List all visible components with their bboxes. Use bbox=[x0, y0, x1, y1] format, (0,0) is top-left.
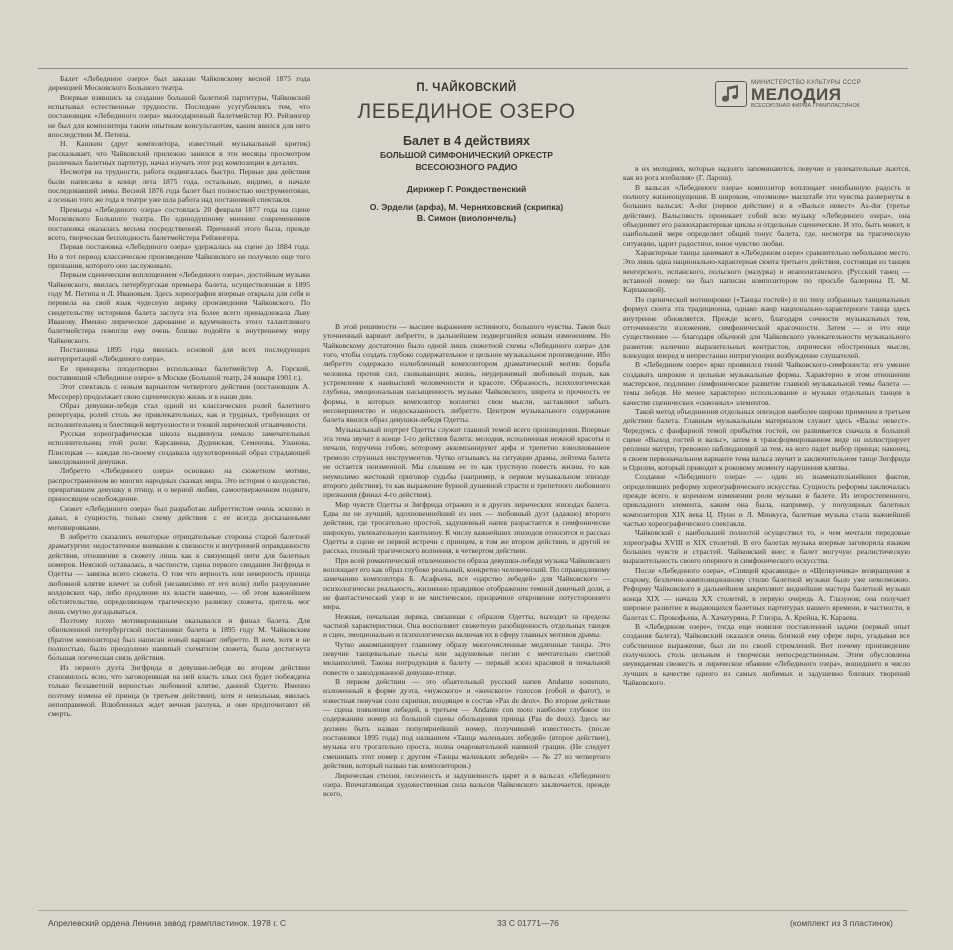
orchestra-line-2: ВСЕСОЮЗНОГО РАДИО bbox=[415, 162, 518, 172]
paragraph: В вальсах «Лебединого озера» композитор воплощает неизбывную радость и полноту жизнеощущения. В широком, «поэмном» масштабе эти чувства развернуты в больших вальсах: A-dur (первое действие) и в «Вальсе невест» As-dur (третье действие). Вальсовость проникает собой всю музыку «Лебединого озера», она объединяет его разнохарактерные циклы и отдельные сценические. И это, быть может, в наибольшей мере определяет общий тонус балета, где, несмотря на трагическую ситуацию, царит радостное, юное чувство любви. bbox=[623, 182, 910, 248]
paragraph: Такой метод объединения отдельных эпизодов наиболее широко применен в третьем действии балета. Главным музыкальным материалом служит здесь «Вальс невест». Чередуясь с фанфарной темой прибытия гостей, он развивается сначала в большой сцене «Выход гостей и вальс», затем в трансформированном виде он иллюстрирует реплики матери, тревожно наблюдающей за тем, на кого падет выбор принца; наконец, в своем первоначальном варианте тема вальса звучит в заключительном танце Зигфрида и Одилии, который приводит к роковому моменту нарушения клятвы. bbox=[623, 406, 910, 472]
paragraph: После «Лебединого озера», «Спящей красавицы» и «Щелкунчика» возвращение к старому, безличио-композиционному стилю балетной музыки было уже невозможно. Реформу Чайковского в дальнейшем закрепляют виднейшие мастера балетной музыки конца XIX — начала XX столетий, в первую очередь А. Глазунов; она получает широкое развитие в выдающихся балетных партитурах нашего времени, в частности, в балетах С. Прокофьева, А. Хачатуряна, Р. Глиэра, А. Крейна, К. Караева. bbox=[623, 565, 910, 622]
text-column-right bbox=[623, 164, 910, 876]
work-subtitle: Балет в 4 действиях bbox=[403, 134, 530, 148]
paragraph: Мир чувств Одетты и Зигфрида отражен и в других лирических эпизодах балета. Едва ли не лучший, вдохновеннейший из них — любовный дуэт (адажио) второго действия, где трогательно простой, задушевный напев разрастается в симфонически широкую, увлекательную кантилену. К числу важнейших эпизодов относится и рассказ Одетты в сцене ее первой встречи с принцем, в том же втором действии, и другой ее рассказ, полный трагического волнения, в четвертом действии. bbox=[323, 499, 610, 556]
paragraph: Нежная, печальная лирика, связанная с образом Одетты, выходит за пределы частной характеристики. Она восполняет сюжетную разобщенность отдельных танцев и сцен, эмоционально и психологически включая их в сферу главных мотивов драмы. bbox=[323, 611, 610, 640]
paragraph: Ее принципы плодотворно использовал балетмейстер А. Горский, поставивший «Лебединое озеро» в Москве (Большой театр, 24 января 1901 г.). bbox=[48, 363, 310, 382]
paragraph: В первом действии — это обаятельный русский напев Andante sostenuto, изложенный в форме дуэта, «мужского» и «женского» голосов (гобой и фагот), и известная певучая соло скрипки, входящее в состав «Pas de deux». Во втором действии — сцена появления лебедей, в третьем — Andante con moto наиболее глубокое по содержанию номер из большой сцены обольщения принца (Pas de deux). Здесь же должен быть назван популярнейший номер, получивший известность (после постановки 1895 года) под названием «Танца маленьких лебедей» (второе действие), музыка его трогательно проста, полна очаровательной наивной грации. (Не следует смешивать этот номер с другим «Танцы маленьких лебедей» — № 27 из четвертого действия, который назван так композитором.) bbox=[323, 677, 610, 771]
paragraph: Н. Кашкин (друг композитора, известный музыкальный критик) рассказывает, что Чайковский прилежно занялся в эти месяцы просмотром различных балетных партитур, начал изучать этот род композиции в деталях. bbox=[48, 139, 310, 168]
paragraph: Лирическая стихия, песенность и задушевность царят и в вальсах «Лебединого озера. Впечатляющая художественная сила вальсов Чайковского заключается, прежде всего, bbox=[323, 770, 610, 799]
paragraph: Поэтому плохо мотивированным оказывался и финал балета. Для обновленной петербургской постановки балета в 1895 году М. Чайковским (братом композитора) был написан новый вариант либретто. В нем, хотя и не полностью, было преодолено наивный схематизм сюжета, была достигнута бо́льшая логическая связь действия. bbox=[48, 615, 310, 663]
conductor-line bbox=[323, 184, 610, 194]
header-block bbox=[323, 74, 610, 224]
paragraph: В «Лебедином озере» ярко проявился гений Чайковского-симфониста: его умение создавать широкие и цельные музыкальные формы. Характерно в этом отношении мастерское, подлинно симфоническое развитие главной музыкальной темы балета — темы лебедя. Не менее характерно использование и музыки отдельных танцев в качестве сценических «сквозных» элементов. bbox=[623, 360, 910, 407]
footer-divider bbox=[38, 910, 908, 911]
soloists-line-2: В. Симон (виолончель) bbox=[416, 213, 517, 223]
paragraph: Либретто «Лебединого озера» основано на сюжетном мотиве, распространенном во многих народных сказках мира. Это история о колдовстве, превратившем девушку в птицу, и о верной любви, самоотверженном подвиге, приносящем освобождение. bbox=[48, 466, 310, 504]
paragraph: Первая постановка «Лебединого озера» удержалась на сцене до 1884 года. Но в тот период классическое произведение Чайковского не получило еще того признания, которого оно заслуживало. bbox=[48, 242, 310, 270]
text-column-left bbox=[48, 74, 310, 876]
logo-firm: ВСЕСОЮЗНАЯ ФИРМА ГРАМПЛАСТИНОК bbox=[751, 103, 860, 109]
paragraph: Премьера «Лебединого озера» состоялась 20 февраля 1877 года на сцене Московского Большого театра. По единодушному мнению современников постановка оказалась весьма посредственной. Причиной этого была, прежде всего, творческая бесплодность балетмейстера Рейзингера. bbox=[48, 204, 310, 242]
logo-ministry: МИНИСТЕРСТВО КУЛЬТУРЫ СССР bbox=[751, 79, 861, 86]
paragraph: Постановка 1895 года явилась основой для всех последующих интерпретаций «Лебединого озера». bbox=[48, 344, 310, 364]
paragraph: Сюжет «Лебединого озера» был разработан либреттистом очень эскизно и давал, в сущности, только схему действия с ее всегда досказанными мотивировками. bbox=[48, 503, 310, 532]
footer-manufacturer: Апрелевский ордена Ленина завод грампластинок. 1978 г. С bbox=[48, 918, 287, 928]
paragraph: В либретто сказались некоторые отрицательные стороны старой балетной драматургии: недостаточное внимание к связности и внутренней оправданности действия, отношение к сюжету лишь как к связующей нити для балетных номеров. Неясной оставалась, в частности, сцена первого свидания Зигфрида и Одетты — завязка всего сюжета. О том что верность или неверность принца любовной клятве влечет за собой (независимо от его воли) либо разрушение колдовских чар, либо продление их власти навечно, — об этом важнейшем обстоятельстве, определяющем трагическую развязку сюжета, зритель мог лишь смутно догадываться. bbox=[48, 531, 310, 616]
paragraph: Этот спектакль с новым вариантом четвертого действия (постановщик А. Мессерер) продолжает свою сценическую жизнь и в наши дни. bbox=[48, 382, 310, 401]
paragraph: Впервые взявшись за создание большой балетной партитуры, Чайковский испытывал естественные трудности. Последние усугублялись тем, что постановщик «Лебединого озера» малоодаренный балетмейстер Ю. Рейзингер не был для композитора таким опытным консультантом, каким явился для него впоследствии М. Петипа. bbox=[48, 92, 310, 140]
paragraph: Первым сценическим воплощением «Лебединого озера», достойным музыки Чайковского, явилась петербургская премьера балета, осуществленная в 1895 году М. Петипа и Л. Ивановым. Здесь хореография впервые открыла для себя и перевела на свой язык чудесную лирику произведения Чайковского. По свидетельству историков балета заслуга эта более всего принадлежала Льву Иванову. Именно лирическое дарование и вдумчивость этого талантливого балетмейстера помогли ему очень близко подойти к внутреннему миру Чайковского. bbox=[48, 270, 310, 345]
work-title: ЛЕБЕДИНОЕ ОЗЕРО bbox=[357, 100, 576, 123]
paragraph: Образ девушки-лебедя стал одной из классических ролей балетного репертуара, ролей столь же привлекательных, как и трудных, требующих от исполнительниц и блестящей виртуозности и тонкой лирической отзывчивости. bbox=[48, 401, 310, 429]
paragraph: Характерные танцы занимают в «Лебедином озере» сравнительно небольшое место. Это лишь одна национально-характерная сюита третьего действия, состоящая из танцев венгерского, испанского, польского (мазурка) и неаполитанского. (Русский танец — вставной номер: он был написан композитором по просьбе балерины П. М. Карпаковой). bbox=[623, 248, 910, 295]
paragraph: По сценической мотивировке («Танцы гостей») и по типу избранных танцевальных формул сюита эта традиционна, однако жанр национально-характерного танца здесь внутренне обновляется. Прежде всего, благодаря сочности музыкальных тем, отточенности изложения, симфонической красочности. Затем — и это еще существеннее — благодаря обычной для Чайковского увлекательности музыкального развития: наличию выразительных контрастов, лирически обостренных мысли, влекущих вперед и непрестанно интригующих возбуждение слушателей. bbox=[623, 294, 910, 360]
paragraph: Чутко аккомпанирует главному образу многочисленные медленные танцы. Это певучие танцевальные пьесы или задушевные песни с мечтательно светлой меланхолией. Такова интродукция к балету — первый эскиз красивой и печальной повести о заколдованной девушке-птице. bbox=[323, 639, 610, 677]
soloists-line-1: О. Эрдели (арфа), М. Черняховский (скрипка) bbox=[369, 202, 564, 212]
footer-catalog-number: 33 С 01771—76 bbox=[497, 918, 559, 928]
paragraph: Чайковский с наибольшей полнотой осуществил то, о чем мечтали передовые хореографы XVIII и XIX столетий. В его балетах музыка впервые заговорила языком больших чувств и страстей. Чайковский внес в балет могучую реалистическую выразительность своего оперного и симфонического искусства. bbox=[623, 528, 910, 566]
footer-set-note: (комплект из 3 пластинок) bbox=[790, 918, 893, 928]
composer-name: П. ЧАЙКОВСКИЙ bbox=[416, 82, 517, 94]
paragraph: в их мелодиях, которые надолго запоминаются, певучие и увлекательные льются, как из рога изобилия» (Г. Ларош). bbox=[623, 164, 910, 183]
conductor-label: Дирижер bbox=[406, 184, 445, 194]
paragraph: Создание «Лебединого озера» — один из знаменательнейших фактов, определивших реформу хореографического искусства. Сущность реформы заключалась прежде всего, в коренном изменении роли музыки в балете. Из второстепенного, прикладного элемента, каким она была, например, у популярных балетных композиторов XIX века Ц. Пуни и Л. Минкуса, балетная музыка стала важнейшей частью хореографического спектакля. bbox=[623, 472, 910, 529]
paragraph: В этой решимости — высшее выражение истинного, большого чувства. Таков был уточненный вариант либретто, в дальнейшем подвергшийся новым изменениям. Но Чайковскому достаточно было одной лишь сюжетной схемы «Лебединого озера» для того, чтобы создать глубоко содержательное и цельное музыкальное произведение. Ибо либретто содержало излюбленный композитором драматический мотив: борьба человека против сил, сковывающих жизнь, неудержимый любовный порыв, как устремление к наивысшей человечности и красоте. Образность, психологическая глубина, эмоциональная насыщенность музыки Чайковского, широта и прочность ее формы, в которых композитор воплотил свои мысли, заставляют забыть несовершенство и недосказанность либретто. Центром музыкального содержания балета явился образ девушки-лебедя Одетты. bbox=[323, 322, 610, 425]
paragraph: При всей романтической отвлеченности образа девушки-лебедя музыка Чайковского воплощает его как образ глубоко реальный, конкретно человеческий. По справедливому замечанию композитора Б. Асафьева, все «царство лебедей» для Чайковского — психологически реальность, жизненно правдивое отображение темной девичьей доли, а не фантастический узор и не мистическое, призрачное откровение потустороннего мира. bbox=[323, 555, 610, 612]
paragraph: Балет «Лебединое озеро» был заказан Чайковскому весной 1875 года дирекцией Московского Большого театра. bbox=[48, 74, 310, 93]
text-column-middle bbox=[323, 322, 610, 878]
paragraph: Из первого дуэта Зигфрида и девушки-лебедя во втором действии становилось ясно, что заговорившая на ней власть злых сил будет побеждена только беззаветной верностью любовной клятве, данной Одетте. Именно поэтому измена её принца (в третьем действии), хотя и невольная, явилась непоправимой. Влюбленных ждет вечная разлука, и они предпочитают ей смерть. bbox=[48, 662, 310, 719]
paragraph: Несмотря на трудности, работа подвигалась быстро. Первые два действия были написаны в конце лета 1875 года, остальные, видимо, в начале последовавшей зимы. Весной 1876 года балет был полностью инструментован, а осенью того же года в театре уже шла работа над постановкой спектакля. bbox=[48, 167, 310, 205]
melodiya-logo bbox=[715, 79, 885, 109]
conductor-name: Г. Рождественский bbox=[447, 184, 527, 194]
paragraph: В «Лебедином озере», тогда еще новизне поставленной задачи (первый опыт создания балета), Чайковский оказался очень близкой ему сфере лиро, угадывая все собственное выражение, был ли по своей стремлений. Вот почему произведение получилось столь цельным и творчески непосредственным. Этим обусловлена неувядаемая свежесть и лирическое обаяние «Лебединого озера», вошедшего в число лучших в качестве одного из самых любимых и задушевно близких творений Чайковского. bbox=[623, 621, 910, 687]
orchestra-line-1: БОЛЬШОЙ СИМФОНИЧЕСКИЙ ОРКЕСТР bbox=[379, 150, 553, 160]
paragraph: Русская хореографическая школа выдвинула немало замечательных исполнительниц этой роли: Карсавина, Дудинская, Семенова, Уланова, Плисецкая — каждая по-своему создавала одухотворенный образ страдающей заколдованной девушки. bbox=[48, 429, 310, 467]
logo-name: МЕЛОДИЯ bbox=[751, 85, 842, 104]
paragraph: Музыкальный портрет Одетты служит главной темой всего произведения. Впервые эта тема звучит в конце 1-го действия балета: мелодия, исполненная нежной красоты и печали, поручена гобою, которому аккомпанируют арфа и трепетно взволнованное тремоло струнных инструментов. Чутко отзываясь на ситуации драмы, лейтема балета не остается неизменной. Мы слышим ее то как грустную повесть жизни, то как неумолимо жестокий приговор судьбы (например, в первом музыкальном эпизоде второго действия), то как выражение бурной душевной страсти и трепетного любовного признания (финал 4-го действия). bbox=[323, 424, 610, 500]
melodiya-note-icon bbox=[715, 81, 747, 107]
